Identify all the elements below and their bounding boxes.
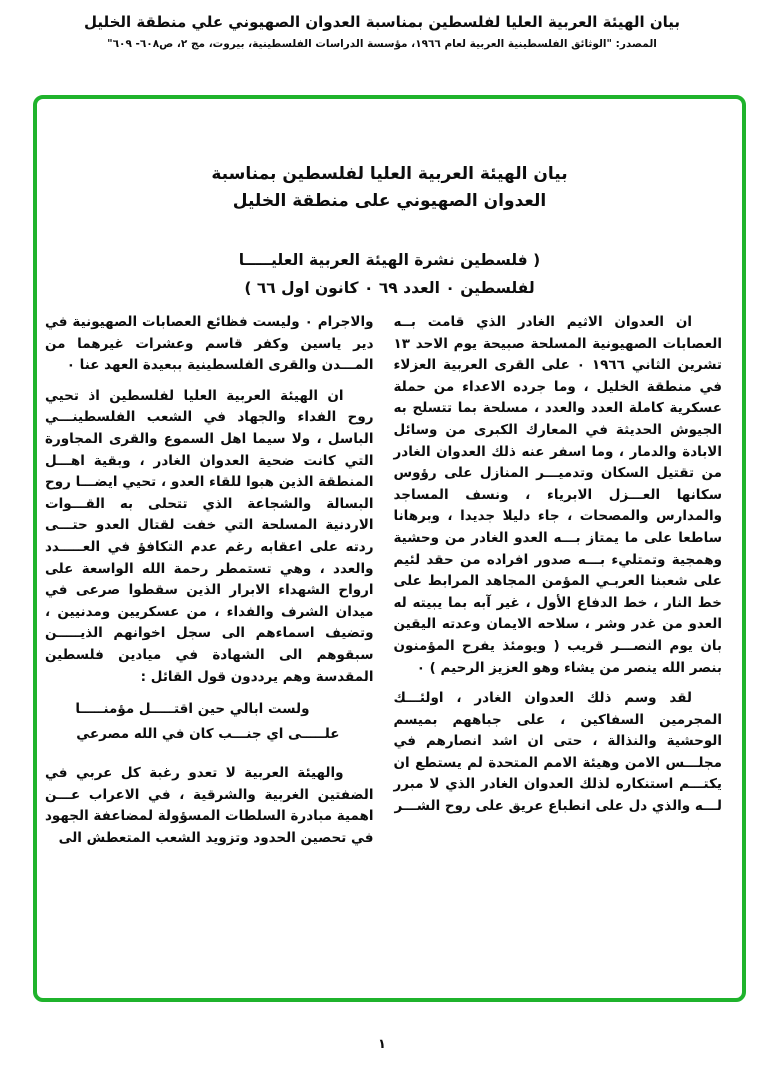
paragraph-condemnation: لقد وسم ذلك العدوان الغادر ، اولئـــك المجرمين السفاكين ، على جباههم بميسم الوحشية والنذالة ، حتى ان اشد انصارهم في مجلـــس الامن وهيئة الامم المتحدة لم يستطع ان يكتـــم استنكاره لذلك العدوان الغادر الذي لا مبرر لـــه والذي دل على انطباع عريق على روح الشـــر	[393, 690, 722, 815]
poetry-verse	[45, 697, 374, 747]
text-columns	[37, 302, 742, 858]
header-source-citation: المصدر: "الوثائق الفلسطينية العربية لعام ١٩٦٦، مؤسسة الدراسات الفلسطينية، بيروت، مج ٢، ص٦٠٨- ٦٠٩"	[107, 38, 657, 50]
document-subtitle-line1: ( فلسطين نشرة الهيئة العربية العليـــــا	[238, 251, 541, 269]
verse-line2: علـــــى اي جنـــب كان في الله مصرعي	[76, 726, 340, 743]
column-left	[45, 312, 374, 858]
paragraph-aggression-description: ان العدوان الاثيم الغادر الذي قامت بــه العصابات الصهيونية المسلحة صبيحة يوم الاحد ١٣ تشرين الثاني ١٩٦٦ ٠ على القرى العربية العزلاء في منطقة الخليل ، وما جرده الاعداء من حملة عسكرية كاملة العدد والعدد ، مسلحة بما تتسلح به الجيوش الحديثة في المعارك الكبرى من وسائل الابادة والدمار ، وما اسفر عنه ذلك العدوان الغادر من تقتيل السكان وتدميـــر المنازل على رؤوس سكانها العـــزل الابرياء ، ونسف المساجد والمدارس والمصحات ، جاء دليلا جديدا ، وبرهانا ساطعا على ما يمتاز بـــه العدو الغادر من وحشية وهمجية وتمتليء بـــه صدور افراده من حقد لئيم على شعبنا العربـي المؤمن المجاهد المرابط على خط النار ، خط الدفاع الأول ، غير آبه بما يبيته له العدو من غدر وشر ، سلاحه الايمان وعدته اليقين بان يوم النصـــر قريب ( ويومئذ يفرح المؤمنون بنصر الله ينصر من يشاء وهو العزيز الرحيم ) ٠	[393, 314, 723, 676]
document-title	[37, 161, 742, 215]
paragraph-continuation: والاجرام ٠ وليست فظائع العصابات الصهيونية في دير ياسين وكفر قاسم وعشرات غيرهما من المـــدن والقرى الفلسطينية ببعيدة العهد عنا ٠	[45, 314, 374, 374]
document-green-frame	[33, 95, 746, 1002]
document-title-line1: بيان الهيئة العربية العليا لفلسطين بمناسبة	[211, 164, 568, 184]
paragraph-committee-salute: ان الهيئة العربية العليا لفلسطين اذ تحيي روح الفداء والجهاد في الشعب الفلسطينـــي الباسل ، ولا سيما اهل السموع والقرى المجاورة التي كانت ضحية العدوان الغادر ، وبقية اهـــل المنطقة الذين هبوا للقاء العدو ، تحيي ايضـــا روح البسالة والشجاعة الذي تتحلى به القـــوات الاردنية المسلحة التي خفت لقتال العدو حتـــى ردته على اعقابه رغم عدم التكافؤ في العـــــدد والعدد ، وهي تستمطر رحمة الله الواسعة على ارواح الشهداء الابرار الذين سقطوا صرعى في ميدان الشرف والفداء ، من عسكريين ومدنيين ، وتضيف اسماءهم الى سجل اخوانهم الذيـــــن سبقوهم الى الشهادة في ميادين فلسطين المقدسة وهم يرددون قول القائل :	[45, 387, 374, 685]
header-title: بيان الهيئة العربية العليا لفلسطين بمناسبة العدوان الصهيوني علي منطقة الخليل	[83, 13, 681, 31]
document-title-line2: العدوان الصهيوني على منطقة الخليل	[232, 191, 547, 211]
paragraph-border-defense: والهيئة العربية لا تعدو رغبة كل عربي في الضفتين الغربية والشرقية ، في الاعراب عـــن اهمية مبادرة السلطات المسؤولة لمضاعفة الجهود في تحصين الحدود وتزويد الشعب المتعطش الى	[44, 765, 374, 846]
page-number: ١	[378, 1037, 386, 1052]
column-right	[394, 312, 723, 827]
document-subtitle-line2: لفلسطين ٠ العدد ٦٩ ٠ كانون اول ٦٦ )	[244, 279, 535, 297]
page-header	[0, 0, 764, 50]
verse-line1: ولست ابالي حين اقتـــــل مؤمنـــــا	[75, 701, 310, 718]
document-subtitle	[37, 246, 742, 302]
